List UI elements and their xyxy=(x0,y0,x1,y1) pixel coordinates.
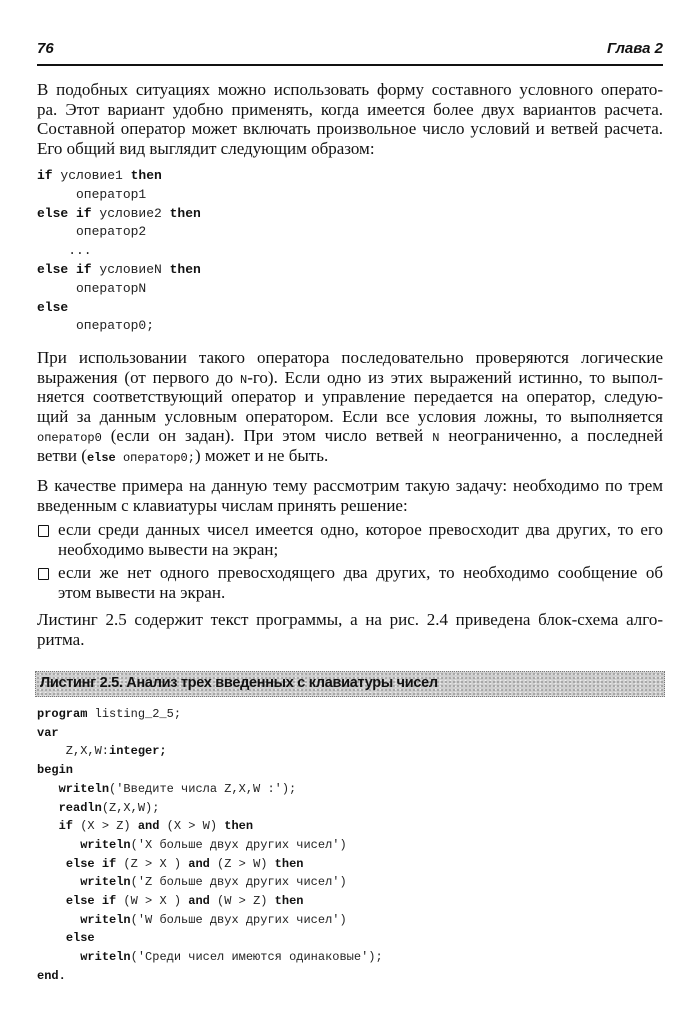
text-run: оператор0; xyxy=(37,318,155,334)
code-token: begin xyxy=(37,763,74,778)
text-run: ... xyxy=(37,243,92,259)
code-token: else xyxy=(37,299,69,315)
text-line xyxy=(58,563,663,583)
bullet-item-1 xyxy=(37,520,663,560)
text-run xyxy=(37,875,80,889)
text-line xyxy=(37,407,663,427)
code-token: оператор0; xyxy=(115,450,195,465)
code-token: else xyxy=(65,931,95,946)
text-run: (если он задан). При этом число ветвей xyxy=(101,426,433,445)
code-token: if xyxy=(58,819,74,834)
text-run: При использовании такого оператора последовательно проверяются логические xyxy=(37,348,663,367)
code-line xyxy=(37,929,383,948)
text-run: ) может и не быть. xyxy=(194,445,329,465)
text-run: необходимо вывести на экран; xyxy=(58,540,279,559)
code-token: if xyxy=(37,168,53,183)
code-token: else if xyxy=(65,856,117,871)
code-line xyxy=(37,761,383,780)
text-line xyxy=(37,100,663,120)
bullet-text xyxy=(58,563,663,603)
text-line xyxy=(37,80,663,100)
code-token: else if xyxy=(37,261,92,277)
text-line xyxy=(37,446,663,466)
listing-caption: Листинг 2.5. Анализ трех введенных с клавиатуры чисел xyxy=(40,675,438,691)
text-line xyxy=(37,368,663,388)
code-token: N xyxy=(432,431,440,445)
text-run: оператор1 xyxy=(37,186,147,202)
code-token: else if xyxy=(37,205,92,221)
text-line xyxy=(37,139,663,159)
code-line xyxy=(37,705,383,724)
code-line xyxy=(37,205,201,224)
text-line xyxy=(58,540,663,560)
text-run: если среди данных чисел имеется одно, которое превосходит два других, то его xyxy=(58,520,663,539)
code-line xyxy=(37,223,201,242)
code-line xyxy=(37,911,383,930)
text-run xyxy=(37,819,59,833)
code-token: and xyxy=(137,819,160,834)
text-line xyxy=(37,348,663,368)
code-token: writeln xyxy=(80,912,131,927)
text-run: (W > Z) xyxy=(209,894,275,909)
text-run xyxy=(37,931,66,945)
code-token: integer; xyxy=(109,744,167,759)
text-run: Его общий вид выглядит следующим образом: xyxy=(37,138,375,158)
text-run: операторN xyxy=(37,280,147,296)
text-run xyxy=(37,782,59,796)
listing-code xyxy=(37,705,383,986)
code-line xyxy=(37,167,201,186)
text-run xyxy=(37,950,80,964)
text-run xyxy=(37,913,80,927)
text-run: условиеN xyxy=(91,261,170,277)
code-token: then xyxy=(274,856,304,871)
checkbox-bullet-icon xyxy=(38,568,49,580)
code-token: and xyxy=(188,894,210,909)
code-line xyxy=(37,836,383,855)
text-line xyxy=(58,520,663,540)
paragraph-task xyxy=(37,476,663,515)
text-line xyxy=(58,583,663,603)
text-run xyxy=(37,857,66,871)
text-run xyxy=(37,894,66,908)
code-token: end. xyxy=(37,968,66,983)
code-line xyxy=(37,892,383,911)
code-token: else xyxy=(86,450,116,465)
checkbox-bullet-icon xyxy=(38,525,49,537)
text-run: условие1 xyxy=(52,168,131,183)
code-line xyxy=(37,799,383,818)
bullet-item-2 xyxy=(37,563,663,603)
text-run: Листинг 2.5 содержит текст программы, а на рис. 2.4 приведена блок-схема алго- xyxy=(37,610,663,629)
code-token: writeln xyxy=(80,875,131,890)
code-token: then xyxy=(130,168,162,183)
code-token: then xyxy=(274,894,304,909)
code-token: then xyxy=(169,205,201,221)
code-line xyxy=(37,873,383,892)
text-run: listing_2_5; xyxy=(87,707,182,721)
text-run: Составной оператор может включать произвольное число условий и ветвей расчета. xyxy=(37,119,663,138)
chapter-title: Глава 2 xyxy=(606,40,663,57)
text-run xyxy=(37,801,59,815)
text-run: (W > X ) xyxy=(116,894,189,909)
text-run: условие2 xyxy=(91,205,170,221)
code-line xyxy=(37,742,383,761)
code-token: оператор0 xyxy=(37,431,102,445)
code-line xyxy=(37,317,201,336)
text-run: (Z > X ) xyxy=(116,856,189,871)
text-run: ('Z больше двух других чисел') xyxy=(130,875,347,890)
code-line xyxy=(37,780,383,799)
text-run: -го). Если одно из этих выражений истинно, то выпол- xyxy=(247,367,664,387)
code-token: then xyxy=(224,819,254,834)
code-token: N xyxy=(240,372,248,387)
text-run: няется соответствующий оператор и управление передается на оператор, следую- xyxy=(37,387,663,406)
running-header xyxy=(37,38,663,66)
code-token: writeln xyxy=(58,781,110,796)
code-token: writeln xyxy=(80,950,131,965)
text-run: щий за данным условным оператором. Если все условия ложны, то выполняется xyxy=(37,406,663,426)
paragraph-listing-ref xyxy=(37,610,663,649)
code-line xyxy=(37,280,201,299)
text-run: введенным с клавиатуры числам принять решение: xyxy=(37,495,408,515)
text-run: ('Введите числа Z,X,W :'); xyxy=(109,781,297,796)
text-run: ('Среди чисел имеются одинаковые'); xyxy=(130,950,383,965)
text-line xyxy=(37,387,663,407)
text-run: (Z,X,W); xyxy=(101,800,160,815)
text-run: ('W больше двух других чисел') xyxy=(130,912,347,927)
code-token: writeln xyxy=(80,837,131,852)
code-line xyxy=(37,724,383,743)
code-line xyxy=(37,817,383,836)
code-line xyxy=(37,299,201,318)
code-token: then xyxy=(169,261,201,277)
code-line xyxy=(37,855,383,874)
text-run: В качестве примера на данную тему рассмотрим такую задачу: необходимо по трем xyxy=(37,476,663,495)
text-line xyxy=(37,496,663,516)
text-run: В подобных ситуациях можно использовать форму составного условного операто- xyxy=(37,80,663,99)
text-run: Z,X,W: xyxy=(37,744,110,759)
page-number: 76 xyxy=(37,40,54,57)
text-run xyxy=(37,838,80,852)
code-syntax-block xyxy=(37,167,201,336)
code-token: and xyxy=(188,856,210,871)
bullet-text xyxy=(58,520,663,560)
code-line xyxy=(37,186,201,205)
code-token: program xyxy=(37,707,88,721)
text-line xyxy=(37,610,663,630)
text-run: неограниченно, а последней xyxy=(439,426,663,445)
text-run: ('X больше двух других чисел') xyxy=(130,837,347,852)
code-line xyxy=(37,967,383,986)
text-run: (Z > W) xyxy=(209,856,275,871)
paragraph-explanation xyxy=(37,348,663,465)
text-run: если же нет одного превосходящего два других, то необходимо сообщение об xyxy=(58,563,663,582)
code-token: readln xyxy=(58,800,102,815)
listing-caption-bar xyxy=(35,671,665,697)
text-run: этом вывести на экран. xyxy=(58,583,226,602)
code-line xyxy=(37,261,201,280)
text-run: оператор2 xyxy=(37,224,147,240)
text-run: ра. Этот вариант удобно применять, когда имеется более двух вариантов расчета. xyxy=(37,99,663,119)
text-run: ветви ( xyxy=(37,445,87,465)
text-run: (X > Z) xyxy=(73,819,138,834)
code-line xyxy=(37,948,383,967)
text-run: ритма. xyxy=(37,629,85,649)
text-line xyxy=(37,119,663,139)
text-run: выражения (от первого до xyxy=(37,367,241,387)
code-token: var xyxy=(37,725,59,740)
text-line xyxy=(37,630,663,650)
text-line xyxy=(37,426,663,446)
text-run: (X > W) xyxy=(159,819,225,834)
code-token: else if xyxy=(65,894,117,909)
code-line xyxy=(37,242,201,261)
paragraph-intro xyxy=(37,80,663,158)
text-line xyxy=(37,476,663,496)
